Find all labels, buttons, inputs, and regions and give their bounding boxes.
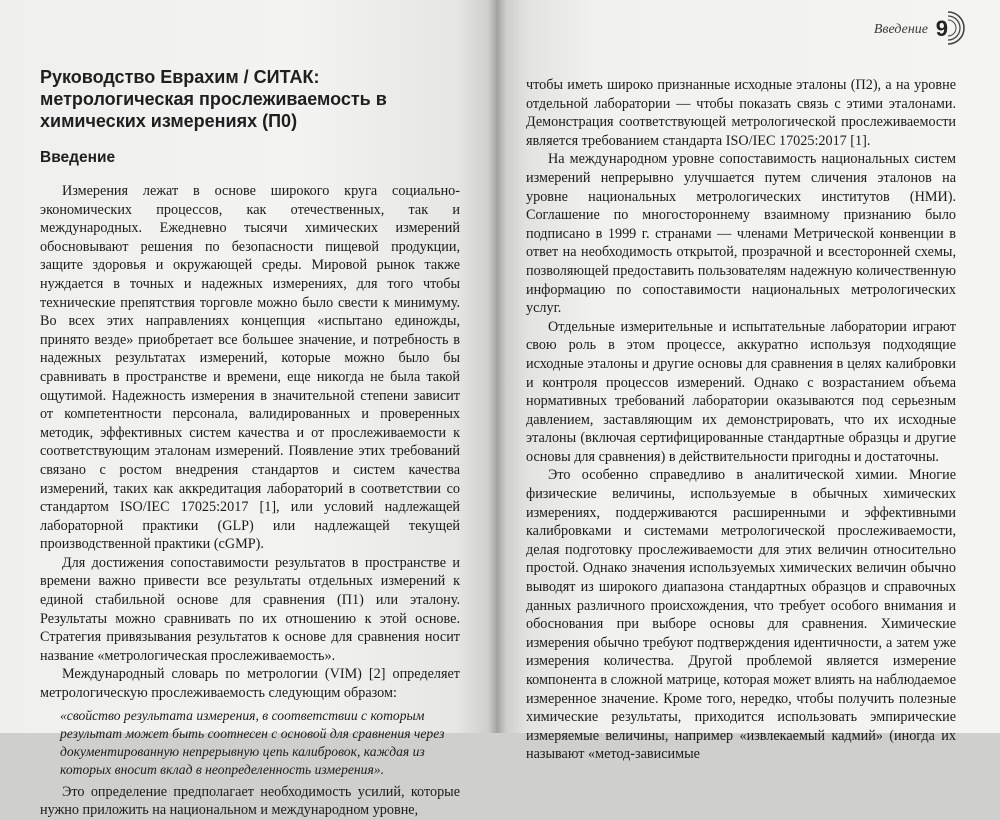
- paragraph: Для достижения сопоставимости результатов в пространстве и времени важно привести все результаты отдельных измерений к единой стабильной основе для сравнения (П1) или эталону. Результаты можно сравнивать по их отношению к этой основе. Стратегия привязывания результатов к основе для сравнения носит название «метрологическая прослеживаемость».: [40, 554, 460, 664]
- paragraph: Отдельные измерительные и испытательные лаборатории играют свою роль в этом процессе, аккуратно используя подходящие исходные эталоны и другие основы для сравнения в целях калибровки и контроля процессов измерений. Однако с возрастанием объема нормативных требований лаборатории оказываются под серьезным давлением, заставляющим их демонстрировать, что их исходные эталоны (включая сертифицированные стандартные образцы и другие основы для сравнения) в действительности пригодны и достаточны.: [526, 318, 956, 465]
- chapter-title: Руководство Еврахим / СИТАК: метрологическая прослеживаемость в химических измерениях (П0): [40, 67, 387, 131]
- paragraph: Это особенно справедливо в аналитической химии. Многие физические величины, используемые в обычных химических измерениях, поддерживаются расширенными и эффективными калибровками и системами метрологической прослеживаемости, делая подготовку прослеживаемости для этих величин относительно простой. Однако значения используемых химических величин обычно выводят из широкого диапазона стандартных образцов и справочных данных различного происхождения, что требует особого внимания и обоснования при выборе основы для сравнения. Химические измерения обычно требуют подтверждения идентичности, а затем уже измерения количества. Другой проблемой является измерение компонента в сложной матрице, которая может влиять на наблюдаемое измеренное значение. Кроме того, нередко, чтобы получить полезные химические результаты, приходится использовать эмпирические измеряемые величины, например «извлекаемый кадмий» (иногда их называют «метод-зависимые: [526, 467, 956, 763]
- paragraph: чтобы иметь широко признанные исходные эталоны (П2), а на уровне отдельной лаборатории — чтобы показать связь с этими эталонами. Демонстрация соответствующей метрологической прослеживаемости является требованием стандарта ISO/IEC 17025:2017 [1].: [526, 77, 956, 149]
- paragraph: Измерения лежат в основе широкого круга социально-экономических процессов, как отечественных, так и международных. Ежедневно тысячи химических измерений обосновывают решения по безопасности пищевой продукции, защите здоровья и окружающей среды. Мировой рынок также нуждается в точных и надежных измерениях, для того чтобы технические препятствия торговле можно было свести к минимуму. Во всех этих направлениях концепция «испытано единожды, принято везде» приобретает все большее значение, и потребность в надежных результатах измерений, которые можно было бы сравнивать в пространстве и времени, еще никогда не была такой ощутимой. Надежность измерения в значительной степени зависит от компетентности персонала, валидированных и проверенных методик, эффективных систем качества и от прослеживаемости к соответствующим эталонам измерений. Появление этих требований связано с ростом внедрения стандартов и систем качества измерений, таких как аккредитация лабораторий в соответствии со стандартом ISO/IEC 17025:2017 [1], или условий надлежащей лабораторной практики (GLP) или надлежащей текущей производственной практики (cGMP).: [40, 183, 460, 553]
- left-column: [40, 66, 460, 820]
- vim-definition-quote: «свойство результата измерения, в соответствии с которым результат может быть соотнесен с основой для сравнения через документированную непрерывную цепь калибровок, каждая из которых вносит вклад в неопределенность измерения».: [60, 707, 445, 777]
- paragraph: Международный словарь по метрологии (VIM) [2] определяет метрологическую прослеживаемость следующим образом:: [40, 666, 460, 702]
- page-number: 9: [935, 16, 948, 41]
- paragraph: Это определение предполагает необходимость усилий, которые нужно приложить на национальном и международном уровне,: [40, 783, 460, 819]
- right-column: [526, 76, 956, 764]
- right-page: [496, 0, 1000, 763]
- section-heading: Введение: [40, 149, 116, 166]
- left-page: [0, 0, 496, 819]
- running-head: Введение: [873, 22, 928, 37]
- paragraph: На международном уровне сопоставимость национальных систем измерений непрерывно улучшается путем сличения эталонов на уровне национальных метрологических институтов (НМИ). Соглашение по многостороннему взаимному признанию было подписано в 1999 г. странами — членами Метрической конвенции в ответ на необходимость открытой, прозрачной и всесторонней схемы, позволяющей предоставить пользователям надежную количественную информацию по сопоставимости национальных метрологических услуг.: [526, 151, 956, 317]
